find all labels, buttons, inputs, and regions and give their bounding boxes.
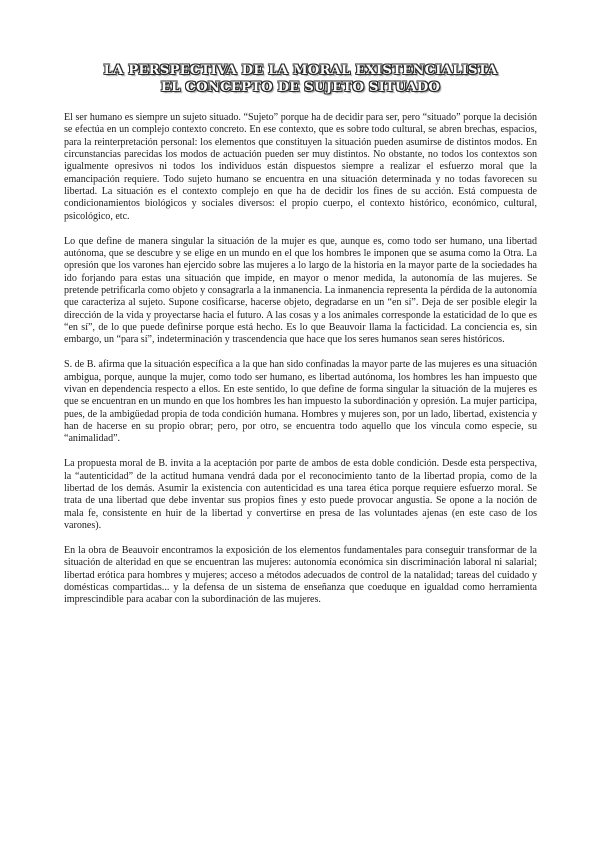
paragraph-obra-beauvoir: En la obra de Beauvoir encontramos la exposición de los elementos fundamentales para conseguir transformar de la situación de alteridad en que se encuentran las mujeres: autonomía económica sin discriminación laboral ni salarial; libertad erótica para hombres y mujeres; acceso a métodos adecuados de control de la natalidad; tareas del cuidado y domésticas compartidas... y la defensa de un sistema de enseñanza que coeduque en igualdad como herramienta imprescindible para acabar con la subordinación de las mujeres.: [64, 545, 537, 606]
paragraph-sujeto-situado: El ser humano es siempre un sujeto situado. “Sujeto” porque ha de decidir para ser, pero “situado” porque la decisión se efectúa en un complejo contexto concreto. En ese contexto, que es sobre todo cultural, se abren brechas, espacios, para la reinterpretación personal: los elementos que constituyen la situación pueden asumirse de distintos modos. En circunstancias parecidas los modos de actuación pueden ser muy distintos. No obstante, no todos los contextos son igualmente opresivos ni todos los individuos están dispuestos siempre a realizar el esfuerzo moral que la emancipación requiere. Todo sujeto humano se encuentra en una situación determinada y no todas favorecen su libertad. La situación es el contexto complejo en que ha de decidir los fines de su acción. Está compuesta de condicionamientos biológicos y sociales diversos: el propio cuerpo, el contexto histórico, económico, cultural, psicológico, etc.: [64, 112, 537, 222]
paragraph-situacion-mujer: Lo que define de manera singular la situación de la mujer es que, aunque es, como todo ser humano, una libertad autónoma, que se descubre y se elige en un mundo en el que los hombres le imponen que se asuma como la Otra. La opresión que los varones han ejercido sobre las mujeres a lo largo de la historia en la mayor parte de la sociedades ha ido forjando para estas una situación que impide, en mayor o menor medida, la autonomía de las mujeres. Se pretende petrificarla como objeto y consagrarla a la inmanencia. La inmanencia representa la pérdida de la autonomía que caracteriza al sujeto. Supone cosificarse, hacerse objeto, degradarse en un “en sí”. Deja de ser posible elegir la dirección de la vida y proyectarse hacia el futuro. A las cosas y a los animales corresponde la estaticidad de lo que es “en sí”, de lo que puede definirse porque está hecho. Es lo que Beauvoir llama la facticidad. La conciencia es, sin embargo, un “para sí”, indeterminación y trascendencia que hace que los seres humanos sean seres históricos.: [64, 235, 537, 346]
paragraph-propuesta-moral: La propuesta moral de B. invita a la aceptación por parte de ambos de esta doble condición. Desde esta perspectiva, la “autenticidad” de la actitud humana vendrá dada por el reconocimiento tanto de la libertad propia, como de la libertad de los demás. Asumir la existencia con autenticidad es una tarea ética porque requiere esfuerzo moral. Se trata de una libertad que debe inventar sus propios fines y esto puede provocar angustia. Se opone a la noción de mala fe, consistente en huir de la libertad y convertirse en presa de las voluntades ajenas (en este caso de los varones).: [64, 458, 537, 532]
page-subtitle: EL CONCEPTO DE SUJETO SITUADO: [160, 80, 441, 95]
paragraph-ambiguedad: S. de B. afirma que la situación específica a la que han sido confinadas la mayor parte de las mujeres es una situación ambigua, porque, aunque la mujer, como todo ser humano, es libertad autónoma, los hombres les han impuesto que vivan en dependencia respecto a ellos. En este sentido, lo que define de forma singular la situación de la mujeres es que se encuentran en un mundo en que los hombres les han impuesto la subordinación y opresión. La mujer participa, pues, de la ambigüedad propia de toda condición humana. Hombres y mujeres son, por un lado, libertad, existencia y han de hacerse en su propio obrar; pero, por otro, se encuentra todo aquello que los vincula como especie, su “animalidad”.: [64, 359, 537, 445]
title-block: [64, 62, 537, 96]
page-title: LA PERSPECTIVA DE LA MORAL EXISTENCIALISTA: [103, 63, 498, 78]
